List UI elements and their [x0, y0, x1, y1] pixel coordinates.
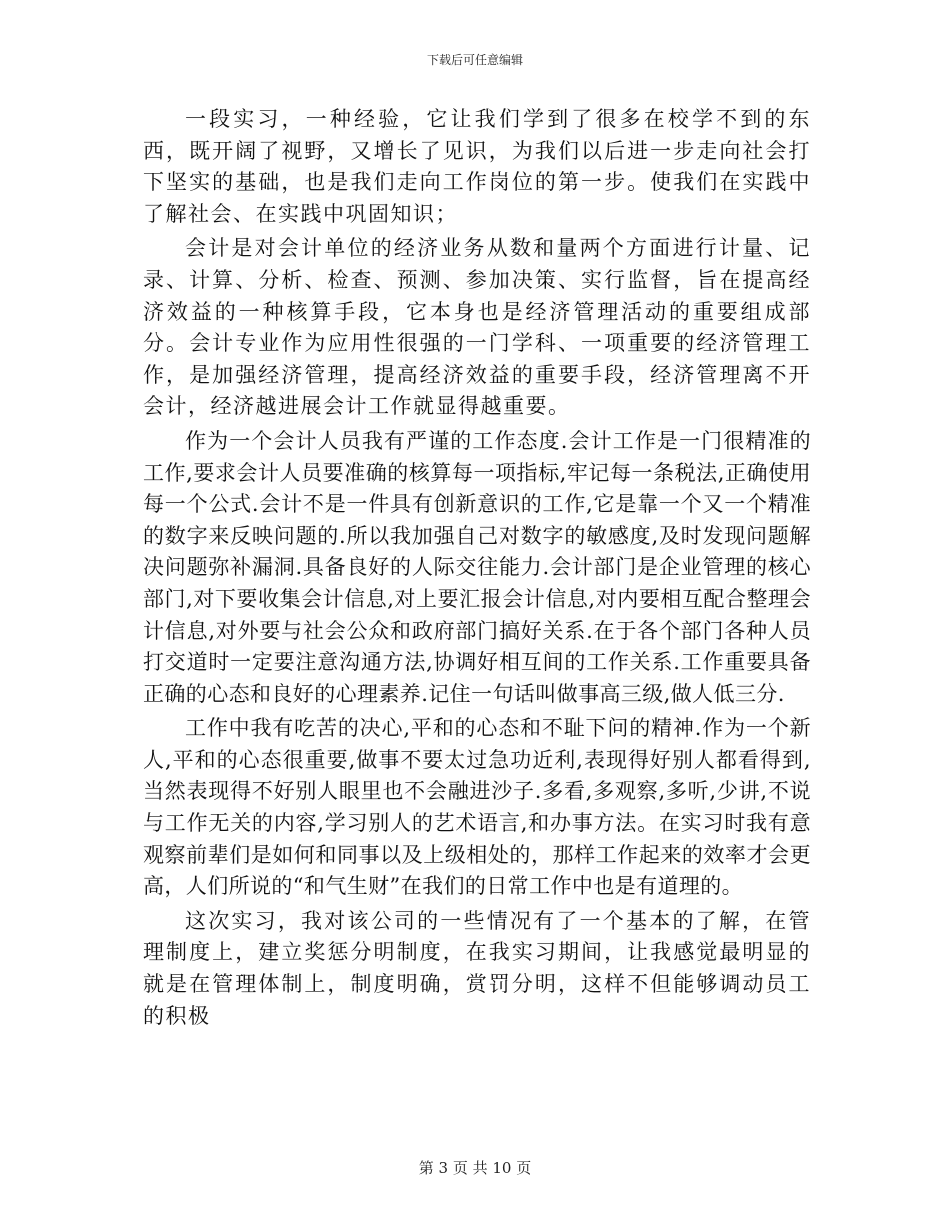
document-body [143, 104, 811, 1032]
paragraph-company-management: 这次实习，我对该公司的一些情况有了一个基本的了解，在管理制度上，建立奖惩分明制度，在我实习期间，让我感觉最明显的就是在管理体制上，制度明确，赏罚分明，这样不但能够调动员工的积极 [143, 908, 811, 1028]
paragraph-internship-experience: 一段实习，一种经验，它让我们学到了很多在校学不到的东西，既开阔了视野，又增长了见识，为我们以后进一步走向社会打下坚实的基础，也是我们走向工作岗位的第一步。使我们在实践中了解社会、在实践中巩固知识； [143, 107, 811, 226]
paragraph-hardworking-spirit: 工作中我有吃苦的决心,平和的心态和不耻下问的精神.作为一个新人,平和的心态很重要,做事不要太过急功近利,表现得好别人都看得到,当然表现得不好别人眼里也不会融进沙子.多看,多观察,多听,少讲,不说与工作无关的内容,学习别人的艺术语言,和办事方法。在实习时我有意观察前辈们是如何和同事以及上级相处的，那样工作起来的效率才会更高，人们所说的“和气生财”在我们的日常工作中也是有道理的。 [143, 716, 811, 899]
page-number-footer: 第 3 页 共 10 页 [418, 1159, 532, 1177]
paragraph-accounting-definition: 会计是对会计单位的经济业务从数和量两个方面进行计量、记录、计算、分析、检查、预测、参加决策、实行监督，旨在提高经济效益的一种核算手段，它本身也是经济管理活动的重要组成部分。会计专业作为应用性很强的一门学科、一项重要的经济管理工作，是加强经济管理，提高经济效益的重要手段，经济管理离不开会计，经济越进展会计工作就显得越重要。 [143, 236, 811, 419]
page-header-note: 下载后可任意编辑 [426, 53, 523, 67]
paragraph-work-attitude: 作为一个会计人员我有严谨的工作态度.会计工作是一门很精准的工作,要求会计人员要准确的核算每一项指标,牢记每一条税法,正确使用每一个公式.会计不是一件具有创新意识的工作,它是靠一个又一个精准的数字来反映问题的.所以我加强自己对数字的敏感度,及时发现问题解决问题弥补漏洞.具备良好的人际交往能力.会计部门是企业管理的核心部门,对下要收集会计信息,对上要汇报会计信息,对内要相互配合整理会计信息,对外要与社会公众和政府部门搞好关系.在于各个部门各种人员打交道时一定要注意沟通方法,协调好相互间的工作关系.工作重要具备正确的心态和良好的心理素养.记住一句话叫做事高三级,做人低三分. [143, 428, 811, 706]
